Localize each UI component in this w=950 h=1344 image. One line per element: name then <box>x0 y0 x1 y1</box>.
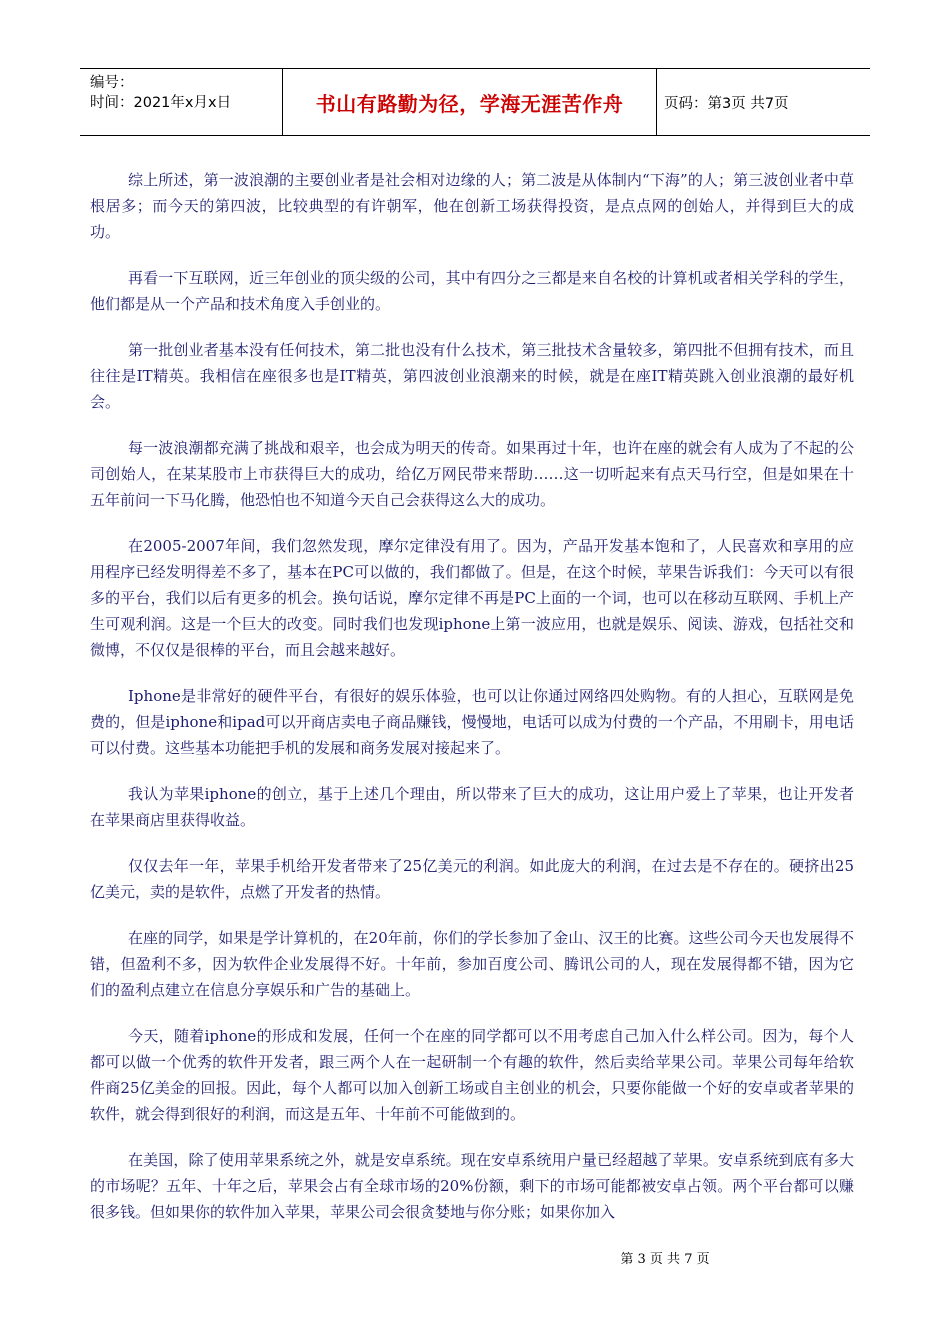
paragraph: 今天，随着iphone的形成和发展，任何一个在座的同学都可以不用考虑自己加入什么样公司。因为，每个人都可以做一个优秀的软件开发者，跟三两个人在一起研制一个有趣的软件，然后卖给苹果公司。苹果公司每年给软件商25亿美金的回报。因此，每个人都可以加入创新工场或自主创业的机会，只要你能做一个好的安卓或者苹果的软件，就会得到很好的利润，而这是五年、十年前不可能做到的。 <box>90 1027 854 1123</box>
paragraph: 在座的同学，如果是学计算机的，在20年前，你们的学长参加了金山、汉王的比赛。这些公司今天也发展得不错，但盈利不多，因为软件企业发展得不好。十年前，参加百度公司、腾讯公司的人，现在发展得都不错，因为它们的盈利点建立在信息分享娱乐和广告的基础上。 <box>90 929 854 999</box>
document-date-label: 时间：2021年x月x日 <box>90 95 232 111</box>
paragraph: 我认为苹果iphone的创立，基于上述几个理由，所以带来了巨大的成功，这让用户爱上了苹果，也让开发者在苹果商店里获得收益。 <box>90 785 854 829</box>
page-footer: 第 3 页 共 7 页 <box>620 1252 710 1267</box>
header-meta <box>80 69 283 135</box>
header-motto: 书山有路勤为径，学海无涯苦作舟 <box>283 69 657 135</box>
document-body <box>90 167 854 1245</box>
paragraph: Iphone是非常好的硬件平台，有很好的娱乐体验，也可以让你通过网络四处购物。有的人担心，互联网是免费的，但是iphone和ipad可以开商店卖电子商品赚钱，慢慢地，电话可以成为付费的一个产品，不用刷卡，用电话可以付费。这些基本功能把手机的发展和商务发展对接起来了。 <box>90 687 854 757</box>
paragraph: 在2005-2007年间，我们忽然发现，摩尔定律没有用了。因为，产品开发基本饱和了，人民喜欢和享用的应用程序已经发明得差不多了，基本在PC可以做的，我们都做了。但是，在这个时候，苹果告诉我们：今天可以有很多的平台，我们以后有更多的机会。换句话说，摩尔定律不再是PC上面的一个词，也可以在移动互联网、手机上产生可观利润。这是一个巨大的改变。同时我们也发现iphone上第一波应用，也就是娱乐、阅读、游戏，包括社交和微博，不仅仅是很棒的平台，而且会越来越好。 <box>90 537 854 659</box>
paragraph: 每一波浪潮都充满了挑战和艰辛，也会成为明天的传奇。如果再过十年，也许在座的就会有人成为了不起的公司创始人，在某某股市上市获得巨大的成功，给亿万网民带来帮助……这一切听起来有点天马行空，但是如果在十五年前问一下马化腾，他恐怕也不知道今天自己会获得这么大的成功。 <box>90 439 854 509</box>
document-number-label: 编号： <box>90 75 134 91</box>
paragraph: 仅仅去年一年，苹果手机给开发者带来了25亿美元的利润。如此庞大的利润，在过去是不存在的。硬挤出25亿美元，卖的是软件，点燃了开发者的热情。 <box>90 857 854 901</box>
paragraph: 再看一下互联网，近三年创业的顶尖级的公司，其中有四分之三都是来自名校的计算机或者相关学科的学生，他们都是从一个产品和技术角度入手创业的。 <box>90 269 854 313</box>
paragraph: 综上所述，第一波浪潮的主要创业者是社会相对边缘的人；第二波是从体制内“下海”的人；第三波创业者中草根居多；而今天的第四波，比较典型的有许朝军，他在创新工场获得投资，是点点网的创始人，并得到巨大的成功。 <box>90 171 854 241</box>
header-page-number: 页码：第3页 共7页 <box>664 95 789 112</box>
page-header <box>80 68 870 136</box>
paragraph: 第一批创业者基本没有任何技术，第二批也没有什么技术，第三批技术含量较多，第四批不但拥有技术，而且往往是IT精英。我相信在座很多也是IT精英，第四波创业浪潮来的时候，就是在座IT精英跳入创业浪潮的最好机会。 <box>90 341 854 411</box>
paragraph: 在美国，除了使用苹果系统之外，就是安卓系统。现在安卓系统用户量已经超越了苹果。安卓系统到底有多大的市场呢？五年、十年之后，苹果会占有全球市场的20%份额，剩下的市场可能都被安卓占领。两个平台都可以赚很多钱。但如果你的软件加入苹果，苹果公司会很贪婪地与你分账；如果你加入 <box>90 1151 854 1221</box>
